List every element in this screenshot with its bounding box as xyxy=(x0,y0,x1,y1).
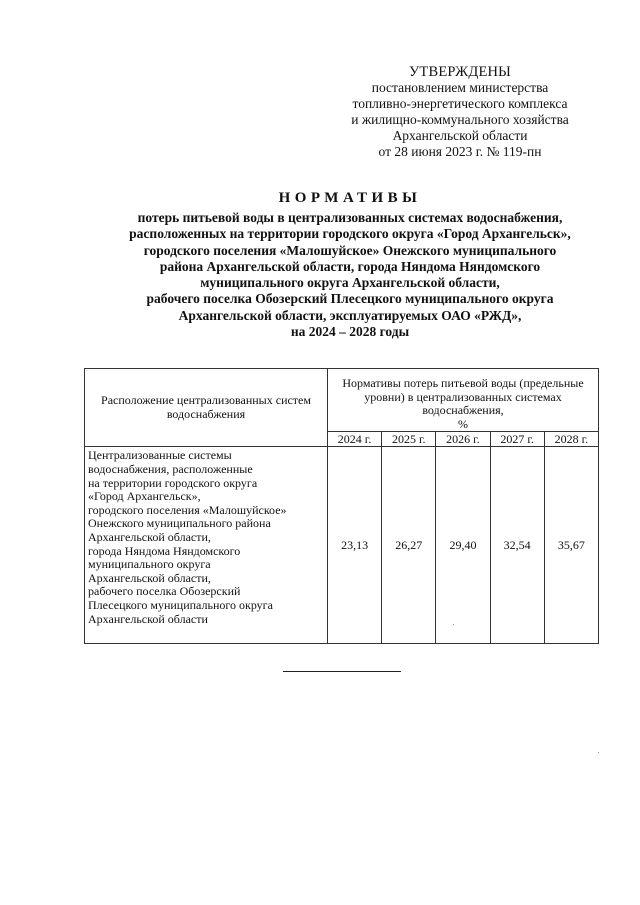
year-header-2024: 2024 г. xyxy=(328,432,382,447)
location-line: Централизованные системы xyxy=(88,448,232,463)
location-line: Архангельской области, xyxy=(88,529,211,544)
location-line: Архангельской области, xyxy=(88,570,211,585)
value-cell-2027: 32,54 xyxy=(490,447,544,644)
year-header-2025: 2025 г. xyxy=(382,432,436,447)
heading-line: городского поселения «Малошуйское» Онежского муниципального xyxy=(143,242,557,258)
location-line: Плесецкого муниципального округа xyxy=(88,597,273,612)
scan-speck xyxy=(598,752,599,753)
location-line: Онежского муниципального района xyxy=(88,516,271,531)
approval-line: постановлением министерства xyxy=(371,80,549,95)
location-line: городского поселения «Малошуйское» xyxy=(88,502,287,517)
year-header-2027: 2027 г. xyxy=(490,432,544,447)
location-line: Архангельской области xyxy=(88,611,208,626)
norms-header-line: уровни) в централизованных системах xyxy=(364,389,562,404)
heading-line: рабочего поселка Обозерский Плесецкого муниципального округа xyxy=(146,291,554,307)
heading-line: на 2024 – 2028 годы xyxy=(290,324,410,340)
location-line: рабочего поселка Обозерский xyxy=(88,584,241,599)
end-separator-line xyxy=(283,671,401,672)
location-line: водоснабжения, расположенные xyxy=(88,461,253,476)
table-row xyxy=(85,447,599,644)
norms-column-header xyxy=(328,369,599,432)
year-header-2026: 2026 г. xyxy=(436,432,490,447)
norms-header-line: водоснабжения, xyxy=(422,403,504,418)
heading-line: потерь питьевой воды в централизованных системах водоснабжения, xyxy=(137,210,563,225)
value-cell-2026: 29,40 xyxy=(436,447,490,644)
approval-line: и жилищно-коммунального хозяйства xyxy=(351,112,569,127)
value-cell-2024: 23,13 xyxy=(328,447,382,644)
norms-table xyxy=(84,368,599,644)
value-cell-2028: 35,67 xyxy=(544,447,598,644)
heading-line: района Архангельской области, города Няндома Няндомского xyxy=(159,258,541,274)
location-line: на территории городского округа xyxy=(88,475,258,490)
year-header-2028: 2028 г. xyxy=(544,432,598,447)
heading-line: расположенных на территории городского округа «Город Архангельск», xyxy=(129,226,571,242)
location-line: города Няндома Няндомского xyxy=(88,543,241,558)
value-cell-2025: 26,27 xyxy=(382,447,436,644)
heading-line: муниципального округа Архангельской области, xyxy=(200,275,500,291)
approval-title: УТВЕРЖДЕНЫ xyxy=(408,64,512,80)
heading-line: Архангельской области, эксплуатируемых ОАО «РЖД», xyxy=(178,307,522,323)
document-heading xyxy=(80,188,620,340)
table-header-row xyxy=(85,369,599,432)
location-cell xyxy=(85,447,328,644)
approval-block xyxy=(330,64,590,160)
norms-header-line: Нормативы потерь питьевой воды (предельные xyxy=(342,376,584,390)
location-line: «Город Архангельск», xyxy=(88,489,201,504)
location-column-header: Расположение централизованных систем водоснабжения xyxy=(85,369,328,447)
approval-line: топливно-энергетического комплекса xyxy=(352,96,568,111)
scan-speck xyxy=(453,624,454,625)
document-title: НОРМАТИВЫ xyxy=(278,190,422,206)
approval-date-line: от 28 июня 2023 г. № 119-пн xyxy=(378,144,542,159)
location-line: муниципального округа xyxy=(88,557,211,572)
norms-header-unit: % xyxy=(458,416,468,431)
approval-line: Архангельской области xyxy=(392,128,528,143)
